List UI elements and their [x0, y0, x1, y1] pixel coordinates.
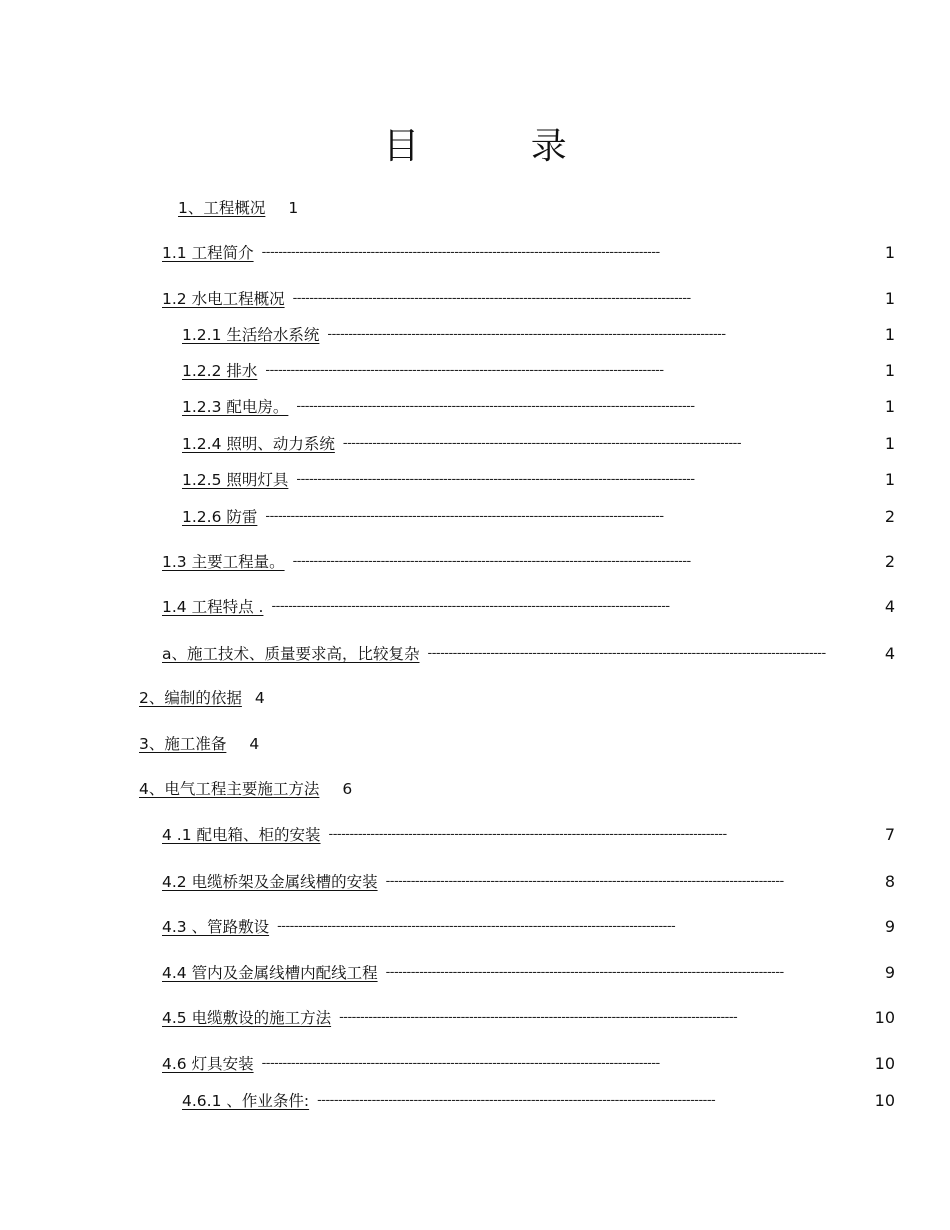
toc-entry[interactable] — [139, 686, 265, 710]
toc-leader: ----------------------------------------------------------------------------------------------- — [296, 472, 695, 487]
toc-leader: ----------------------------------------------------------------------------------------------- — [265, 509, 664, 524]
toc-entry-label: 2、编制的依据 — [139, 689, 242, 707]
toc-entry-page: 4 — [884, 644, 895, 663]
toc-entry-page: 1 — [884, 361, 895, 380]
toc-entry-page: 8 — [884, 872, 895, 891]
toc-entry-label: 4 .1 配电箱、柜的安装 — [162, 826, 321, 844]
toc-entry-page: 4 — [249, 735, 260, 753]
toc-title: 目 录 — [383, 126, 617, 167]
toc-entry-label: 4.5 电缆敷设的施工方法 — [162, 1009, 332, 1027]
toc-entry-page: 2 — [884, 552, 895, 571]
toc-entry[interactable] — [162, 870, 784, 894]
toc-entry-label: 1.2.6 防雷 — [182, 508, 258, 526]
toc-entry-label: 1.2.2 排水 — [182, 362, 258, 380]
toc-entry[interactable] — [182, 323, 726, 347]
toc-leader: ----------------------------------------------------------------------------------------------- — [261, 245, 660, 260]
toc-entry-label: 1.2.5 照明灯具 — [182, 471, 289, 489]
toc-entry[interactable] — [162, 915, 676, 939]
toc-leader: ----------------------------------------------------------------------------------------------- — [385, 874, 784, 889]
toc-entry[interactable] — [162, 287, 691, 311]
toc-entry-page: 1 — [884, 289, 895, 308]
toc-leader: ----------------------------------------------------------------------------------------------- — [296, 399, 695, 414]
toc-entry-label: a、施工技术、质量要求高，比较复杂 — [162, 645, 420, 663]
toc-entry[interactable] — [178, 196, 298, 220]
toc-entry[interactable] — [182, 1089, 716, 1113]
toc-entry[interactable] — [162, 1052, 660, 1076]
toc-entry-label: 4.3 、管路敷设 — [162, 918, 270, 936]
toc-entry-label: 4.6.1 、作业条件: — [182, 1092, 310, 1110]
toc-entry-page: 9 — [884, 917, 895, 936]
toc-entry-page: 7 — [884, 825, 895, 844]
toc-entry-label: 1.2.3 配电房。 — [182, 398, 289, 416]
toc-entry-page: 1 — [884, 243, 895, 262]
toc-entry-label: 1.1 工程简介 — [162, 244, 254, 262]
toc-entry-page: 6 — [342, 780, 353, 798]
toc-leader: ----------------------------------------------------------------------------------------------- — [271, 599, 670, 614]
toc-entry-label: 1.4 工程特点 . — [162, 598, 264, 616]
toc-leader: ----------------------------------------------------------------------------------------------- — [317, 1093, 716, 1108]
toc-entry-page: 1 — [884, 470, 895, 489]
toc-entry-label: 4.6 灯具安装 — [162, 1055, 254, 1073]
toc-leader: ----------------------------------------------------------------------------------------------- — [342, 436, 742, 451]
toc-leader: ----------------------------------------------------------------------------------------------- — [265, 363, 664, 378]
toc-entry-label: 4.2 电缆桥架及金属线槽的安装 — [162, 873, 378, 891]
toc-leader: ----------------------------------------------------------------------------------------------- — [427, 646, 826, 661]
toc-entry-page: 1 — [288, 199, 299, 217]
toc-entry-label: 3、施工准备 — [139, 735, 227, 753]
toc-entry-label: 4、电气工程主要施工方法 — [139, 780, 320, 798]
toc-entry-page: 10 — [874, 1054, 895, 1073]
toc-entry[interactable] — [139, 732, 259, 756]
toc-entry-label: 1.2 水电工程概况 — [162, 290, 285, 308]
toc-entry[interactable] — [162, 961, 784, 985]
toc-leader: ----------------------------------------------------------------------------------------------- — [277, 919, 676, 934]
toc-leader: ----------------------------------------------------------------------------------------------- — [339, 1010, 738, 1025]
toc-entry[interactable] — [162, 642, 826, 666]
toc-entry-page: 10 — [874, 1008, 895, 1027]
toc-entry-page: 2 — [884, 507, 895, 526]
toc-entry[interactable] — [182, 505, 664, 529]
toc-leader: ----------------------------------------------------------------------------------------------- — [327, 327, 726, 342]
toc-leader: ----------------------------------------------------------------------------------------------- — [292, 291, 691, 306]
toc-entry-page: 4 — [254, 689, 265, 707]
toc-entry-label: 1.2.1 生活给水系统 — [182, 326, 320, 344]
toc-entry[interactable] — [162, 1006, 738, 1030]
toc-entry-page: 4 — [884, 597, 895, 616]
toc-entry-page: 9 — [884, 963, 895, 982]
toc-leader: ----------------------------------------------------------------------------------------------- — [385, 965, 784, 980]
toc-entry[interactable] — [139, 777, 352, 801]
toc-leader: ----------------------------------------------------------------------------------------------- — [292, 554, 691, 569]
toc-entry-label: 1.2.4 照明、动力系统 — [182, 435, 335, 453]
toc-entry-page: 1 — [884, 397, 895, 416]
toc-entry-page: 1 — [884, 325, 895, 344]
toc-entry[interactable] — [162, 823, 727, 847]
toc-entry-label: 1、工程概况 — [178, 199, 266, 217]
toc-leader: ----------------------------------------------------------------------------------------------- — [328, 827, 727, 842]
toc-leader: ----------------------------------------------------------------------------------------------- — [261, 1056, 660, 1071]
toc-entry[interactable] — [182, 468, 695, 492]
toc-entry[interactable] — [182, 432, 742, 456]
toc-entry-label: 4.4 管内及金属线槽内配线工程 — [162, 964, 378, 982]
toc-entry-page: 10 — [874, 1091, 895, 1110]
toc-entry[interactable] — [162, 595, 670, 619]
toc-entry-label: 1.3 主要工程量。 — [162, 553, 285, 571]
toc-entry[interactable] — [162, 550, 691, 574]
toc-entry[interactable] — [182, 395, 695, 419]
toc-entry-page: 1 — [884, 434, 895, 453]
toc-entry[interactable] — [182, 359, 664, 383]
toc-entry[interactable] — [162, 241, 660, 265]
